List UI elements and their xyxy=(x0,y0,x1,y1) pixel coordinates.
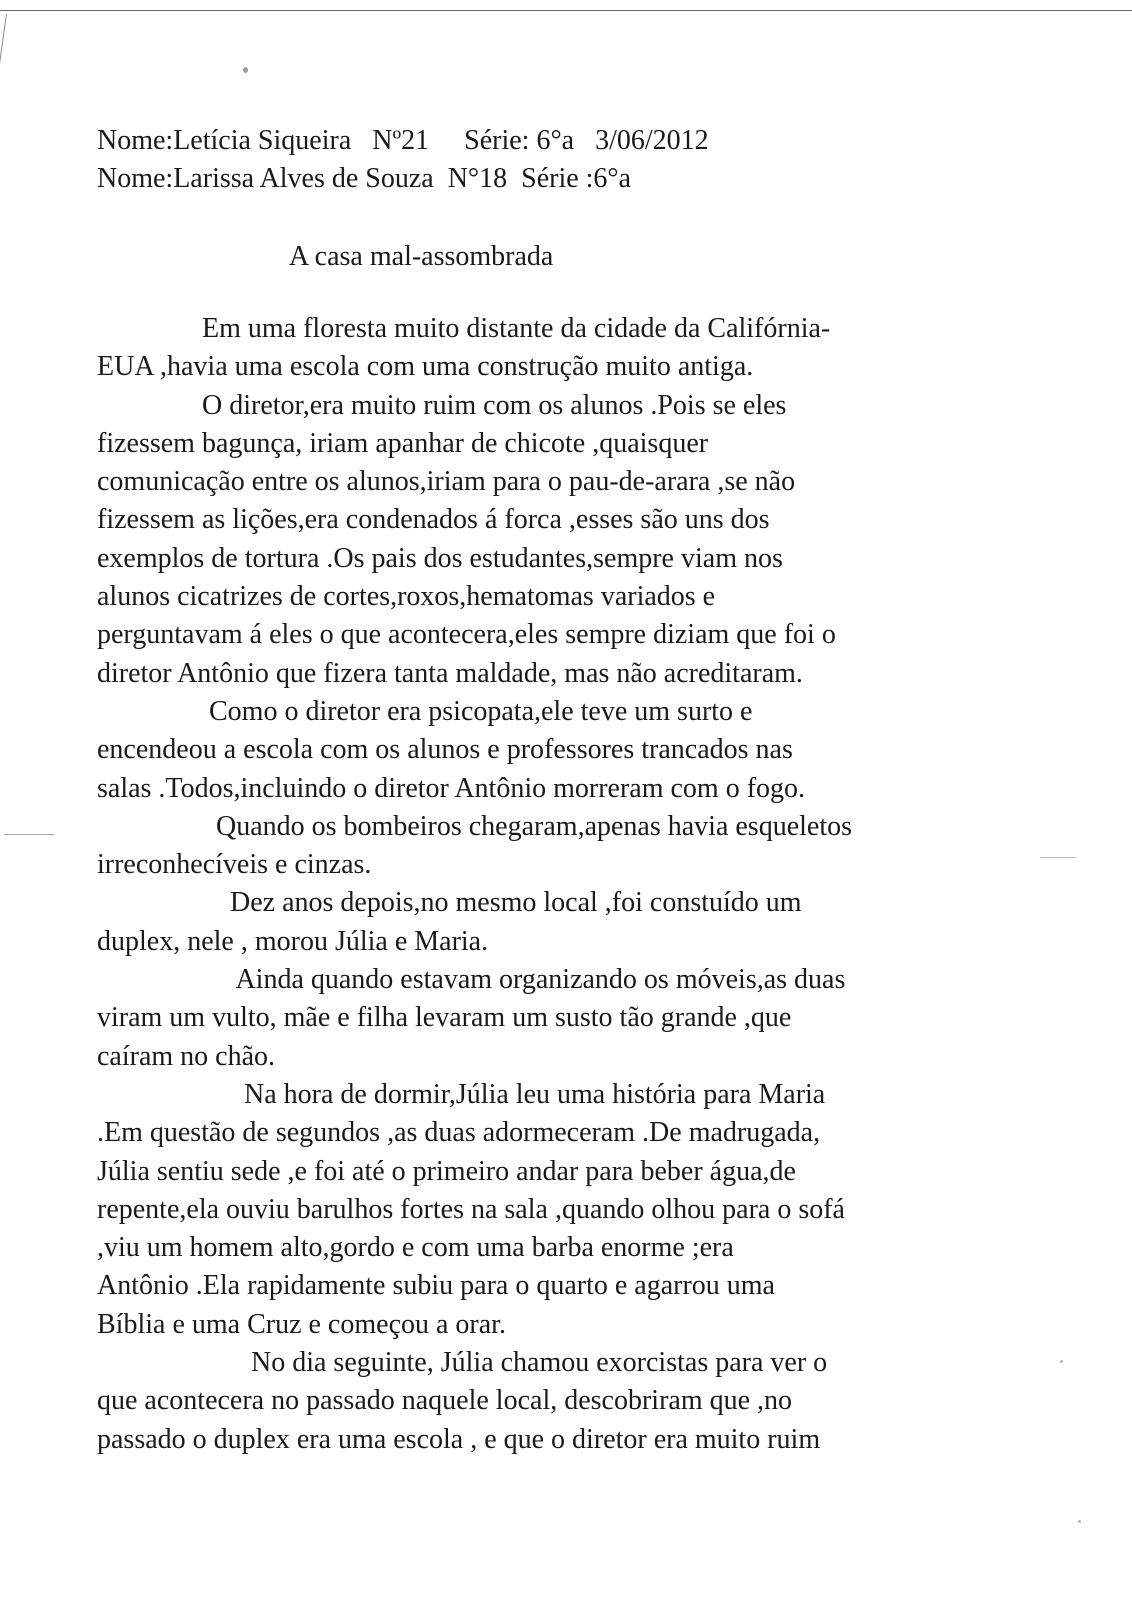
scan-mark-left xyxy=(4,834,54,835)
text-line: passado o duplex era uma escola , e que o diretor era muito ruim xyxy=(97,1423,821,1455)
text-line: exemplos de tortura .Os pais dos estudantes,sempre viam nos xyxy=(97,542,783,574)
text-line: Ainda quando estavam organizando os móveis,as duas xyxy=(97,964,846,996)
student-line-1: Nome:Letícia Siqueira Nº21 Série: 6°a 3/06/2012 xyxy=(97,125,709,156)
text-line: Na hora de dormir,Júlia leu uma história para Maria xyxy=(97,1078,826,1110)
text-line: encendeou a escola com os alunos e professores trancados nas xyxy=(97,734,793,766)
student-line-2: Nome:Larissa Alves de Souza N°18 Série :6°a xyxy=(97,163,632,194)
text-line: fizessem bagunça, iriam apanhar de chicote ,quaisquer xyxy=(97,427,709,459)
scan-speck xyxy=(1060,1360,1063,1363)
text-line: EUA ,havia uma escola com uma construção muito antiga. xyxy=(97,351,754,383)
scan-border-line xyxy=(0,10,1132,11)
text-line: viram um vulto, mãe e filha levaram um susto tão grande ,que xyxy=(97,1002,792,1034)
text-line: O diretor,era muito ruim com os alunos .Pois se eles xyxy=(97,389,787,421)
scan-speck xyxy=(1078,1520,1081,1523)
story-body xyxy=(97,310,997,1459)
text-line: Júlia sentiu sede ,e foi até o primeiro andar para beber água,de xyxy=(97,1155,796,1187)
text-line: Dez anos depois,no mesmo local ,foi constuído um xyxy=(97,887,802,919)
text-line: diretor Antônio que fizera tanta maldade, mas não acreditaram. xyxy=(97,657,803,689)
text-line: Quando os bombeiros chegaram,apenas havia esqueletos xyxy=(97,810,853,842)
story-title: A casa mal-assombrada xyxy=(289,241,554,272)
text-line: salas .Todos,incluindo o diretor Antônio morreram com o fogo. xyxy=(97,772,806,804)
text-line: Em uma floresta muito distante da cidade da Califórnia- xyxy=(97,313,831,344)
scan-edge-mark xyxy=(0,14,7,64)
text-line: alunos cicatrizes de cortes,roxos,hematomas variados e xyxy=(97,581,716,613)
text-line: que acontecera no passado naquele local, descobriram que ,no xyxy=(97,1385,793,1417)
text-line: perguntavam á eles o que acontecera,eles sempre diziam que foi o xyxy=(97,619,836,651)
text-line: repente,ela ouviu barulhos fortes na sala ,quando olhou para o sofá xyxy=(97,1193,845,1225)
text-line: Antônio .Ela rapidamente subiu para o quarto e agarrou uma xyxy=(97,1270,775,1302)
text-line: Bíblia e uma Cruz e começou a orar. xyxy=(97,1308,506,1340)
text-line: duplex, nele , morou Júlia e Maria. xyxy=(97,925,489,957)
text-line: Como o diretor era psicopata,ele teve um surto e xyxy=(97,695,753,727)
text-line: caíram no chão. xyxy=(97,1040,276,1072)
scan-speck xyxy=(243,67,248,73)
student-header xyxy=(97,122,709,198)
text-line: .Em questão de segundos ,as duas adormeceram .De madrugada, xyxy=(97,1117,821,1149)
scan-mark-right xyxy=(1040,857,1076,858)
text-line: fizessem as lições,era condenados á forca ,esses são uns dos xyxy=(97,504,770,536)
text-line: irreconhecíveis e cinzas. xyxy=(97,849,372,881)
text-line: ,viu um homem alto,gordo e com uma barba enorme ;era xyxy=(97,1232,734,1264)
text-line: comunicação entre os alunos,iriam para o pau-de-arara ,se não xyxy=(97,466,796,498)
text-line: No dia seguinte, Júlia chamou exorcistas para ver o xyxy=(97,1347,828,1379)
